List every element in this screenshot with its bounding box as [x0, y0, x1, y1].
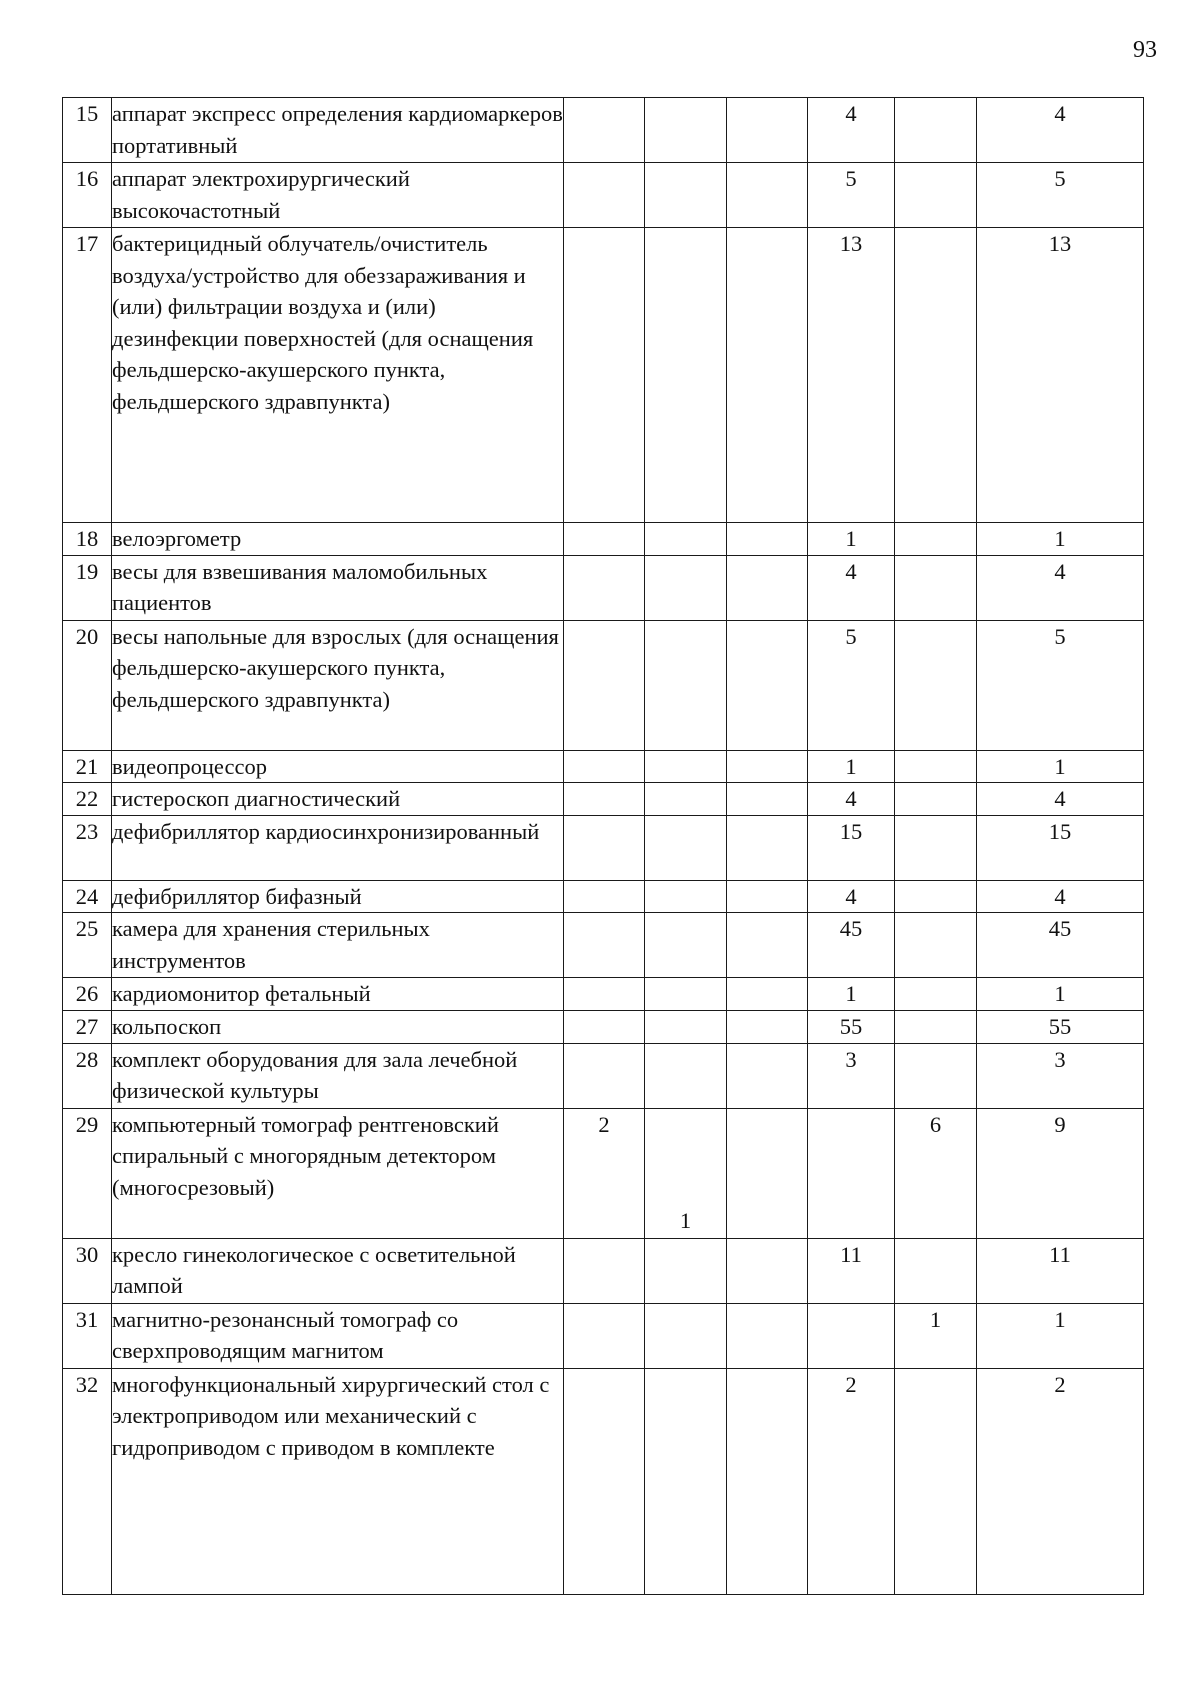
value-col-1-cell — [564, 1010, 645, 1043]
total-cell: 1 — [977, 1303, 1144, 1368]
total-cell: 5 — [977, 620, 1144, 750]
equipment-name-cell: весы напольные для взрослых (для оснащения фельдшерско-акушерского пункта, фельдшерского здравпункта) — [112, 620, 564, 750]
table-row — [63, 1368, 1144, 1594]
row-number-cell: 32 — [63, 1368, 112, 1594]
value-col-3-cell — [727, 978, 808, 1011]
value-col-3-cell — [727, 1368, 808, 1594]
row-number-cell: 18 — [63, 523, 112, 556]
row-number-cell: 24 — [63, 880, 112, 913]
value-col-4-cell: 15 — [808, 815, 895, 880]
value-col-2-text: 1 — [679, 1207, 692, 1233]
value-col-5-cell — [895, 163, 977, 228]
row-number-cell: 28 — [63, 1043, 112, 1108]
row-number-cell: 21 — [63, 750, 112, 783]
table-row — [63, 228, 1144, 523]
row-number-cell: 23 — [63, 815, 112, 880]
table-row — [63, 783, 1144, 816]
value-col-4-cell: 4 — [808, 783, 895, 816]
value-col-4-cell: 5 — [808, 163, 895, 228]
value-col-3-cell — [727, 913, 808, 978]
value-col-4-cell — [808, 1303, 895, 1368]
table-row — [63, 98, 1144, 163]
value-col-1-cell — [564, 523, 645, 556]
row-number-cell: 15 — [63, 98, 112, 163]
equipment-name-cell: камера для хранения стерильных инструментов — [112, 913, 564, 978]
total-cell: 1 — [977, 523, 1144, 556]
value-col-2-cell — [645, 523, 727, 556]
value-col-5-cell — [895, 555, 977, 620]
value-col-5-cell — [895, 783, 977, 816]
total-cell: 4 — [977, 783, 1144, 816]
row-number-cell: 20 — [63, 620, 112, 750]
table-row — [63, 523, 1144, 556]
value-col-2-cell — [645, 163, 727, 228]
equipment-name-cell: весы для взвешивания маломобильных пациентов — [112, 555, 564, 620]
equipment-table — [62, 97, 1144, 1595]
value-col-3-cell — [727, 163, 808, 228]
row-number-cell: 19 — [63, 555, 112, 620]
equipment-name-cell: видеопроцессор — [112, 750, 564, 783]
value-col-2-cell — [645, 880, 727, 913]
value-col-1-cell — [564, 750, 645, 783]
value-col-4-cell: 1 — [808, 750, 895, 783]
table-row — [63, 1108, 1144, 1238]
value-col-5-cell — [895, 523, 977, 556]
value-col-4-cell: 5 — [808, 620, 895, 750]
value-col-2-cell — [645, 1303, 727, 1368]
equipment-name-cell: дефибриллятор бифазный — [112, 880, 564, 913]
value-col-2-cell — [645, 1108, 727, 1238]
value-col-1-cell — [564, 783, 645, 816]
table-row — [63, 750, 1144, 783]
value-col-4-cell: 45 — [808, 913, 895, 978]
table-row — [63, 815, 1144, 880]
equipment-name-cell: кардиомонитор фетальный — [112, 978, 564, 1011]
value-col-4-cell: 4 — [808, 98, 895, 163]
value-col-1-cell — [564, 98, 645, 163]
table-row — [63, 1010, 1144, 1043]
equipment-name-cell: кольпоскоп — [112, 1010, 564, 1043]
value-col-3-cell — [727, 1010, 808, 1043]
table-row — [63, 555, 1144, 620]
value-col-3-cell — [727, 750, 808, 783]
value-col-2-cell — [645, 978, 727, 1011]
equipment-name-cell: магнитно-резонансный томограф со сверхпроводящим магнитом — [112, 1303, 564, 1368]
value-col-1-cell — [564, 913, 645, 978]
table-row — [63, 880, 1144, 913]
value-col-2-cell — [645, 555, 727, 620]
total-cell: 15 — [977, 815, 1144, 880]
value-col-1-cell — [564, 978, 645, 1011]
value-col-3-cell — [727, 1043, 808, 1108]
total-cell: 1 — [977, 750, 1144, 783]
value-col-2-cell — [645, 1010, 727, 1043]
total-cell: 3 — [977, 1043, 1144, 1108]
total-cell: 2 — [977, 1368, 1144, 1594]
value-col-5-cell — [895, 880, 977, 913]
total-cell: 13 — [977, 228, 1144, 523]
value-col-2-cell — [645, 913, 727, 978]
value-col-1-cell — [564, 1043, 645, 1108]
equipment-name-cell: бактерицидный облучатель/очиститель воздуха/устройство для обеззараживания и (или) фильтрации воздуха и (или) дезинфекции поверхностей (для оснащения фельдшерско-акушерского пункта, фельдшерского здравпункта) — [112, 228, 564, 523]
value-col-1-cell — [564, 228, 645, 523]
row-number-cell: 17 — [63, 228, 112, 523]
value-col-1-cell — [564, 1303, 645, 1368]
value-col-3-cell — [727, 98, 808, 163]
value-col-4-cell: 4 — [808, 880, 895, 913]
total-cell: 45 — [977, 913, 1144, 978]
equipment-name-cell: велоэргометр — [112, 523, 564, 556]
equipment-name-cell: аппарат электрохирургический высокочастотный — [112, 163, 564, 228]
equipment-name-cell: комплект оборудования для зала лечебной физической культуры — [112, 1043, 564, 1108]
total-cell: 5 — [977, 163, 1144, 228]
value-col-1-cell — [564, 163, 645, 228]
total-cell: 1 — [977, 978, 1144, 1011]
equipment-name-cell: аппарат экспресс определения кардиомаркеров портативный — [112, 98, 564, 163]
value-col-5-cell — [895, 815, 977, 880]
value-col-4-cell — [808, 1108, 895, 1238]
table-row — [63, 913, 1144, 978]
value-col-2-cell — [645, 1238, 727, 1303]
equipment-name-cell: кресло гинекологическое с осветительной лампой — [112, 1238, 564, 1303]
value-col-4-cell: 1 — [808, 523, 895, 556]
value-col-3-cell — [727, 228, 808, 523]
value-col-1-cell — [564, 815, 645, 880]
value-col-5-cell — [895, 228, 977, 523]
row-number-cell: 22 — [63, 783, 112, 816]
value-col-5-cell — [895, 750, 977, 783]
value-col-3-cell — [727, 555, 808, 620]
value-col-5-cell — [895, 913, 977, 978]
value-col-5-cell: 1 — [895, 1303, 977, 1368]
value-col-2-cell — [645, 750, 727, 783]
row-number-cell: 29 — [63, 1108, 112, 1238]
value-col-4-cell: 3 — [808, 1043, 895, 1108]
value-col-2-cell — [645, 98, 727, 163]
value-col-1-cell — [564, 1368, 645, 1594]
equipment-name-cell: гистероскоп диагностический — [112, 783, 564, 816]
value-col-4-cell: 1 — [808, 978, 895, 1011]
value-col-1-cell — [564, 880, 645, 913]
table-row — [63, 978, 1144, 1011]
total-cell: 4 — [977, 555, 1144, 620]
value-col-2-cell — [645, 815, 727, 880]
row-number-cell: 26 — [63, 978, 112, 1011]
value-col-3-cell — [727, 620, 808, 750]
value-col-3-cell — [727, 880, 808, 913]
value-col-4-cell: 2 — [808, 1368, 895, 1594]
row-number-cell: 30 — [63, 1238, 112, 1303]
value-col-5-cell — [895, 98, 977, 163]
value-col-2-cell — [645, 620, 727, 750]
table-row — [63, 1303, 1144, 1368]
value-col-4-cell: 55 — [808, 1010, 895, 1043]
value-col-4-cell: 13 — [808, 228, 895, 523]
row-number-cell: 25 — [63, 913, 112, 978]
table-row — [63, 163, 1144, 228]
table-row — [63, 1043, 1144, 1108]
value-col-5-cell: 6 — [895, 1108, 977, 1238]
value-col-5-cell — [895, 1368, 977, 1594]
row-number-cell: 31 — [63, 1303, 112, 1368]
equipment-name-cell: многофункциональный хирургический стол с электроприводом или механический с гидроприводом с приводом в комплекте — [112, 1368, 564, 1594]
value-col-1-cell — [564, 620, 645, 750]
equipment-name-cell: компьютерный томограф рентгеновский спиральный с многорядным детектором (многосрезовый) — [112, 1108, 564, 1238]
equipment-name-cell: дефибриллятор кардиосинхронизированный — [112, 815, 564, 880]
value-col-1-cell — [564, 1238, 645, 1303]
total-cell: 4 — [977, 880, 1144, 913]
value-col-1-cell — [564, 555, 645, 620]
value-col-4-cell: 11 — [808, 1238, 895, 1303]
value-col-5-cell — [895, 1043, 977, 1108]
value-col-5-cell — [895, 1010, 977, 1043]
page-number: 93 — [1133, 37, 1157, 63]
value-col-2-cell — [645, 783, 727, 816]
value-col-5-cell — [895, 978, 977, 1011]
value-col-4-cell: 4 — [808, 555, 895, 620]
row-number-cell: 27 — [63, 1010, 112, 1043]
value-col-1-cell: 2 — [564, 1108, 645, 1238]
value-col-3-cell — [727, 815, 808, 880]
table-row — [63, 1238, 1144, 1303]
total-cell: 55 — [977, 1010, 1144, 1043]
value-col-2-cell — [645, 1368, 727, 1594]
total-cell: 4 — [977, 98, 1144, 163]
value-col-3-cell — [727, 523, 808, 556]
value-col-5-cell — [895, 620, 977, 750]
total-cell: 11 — [977, 1238, 1144, 1303]
row-number-cell: 16 — [63, 163, 112, 228]
value-col-2-cell — [645, 228, 727, 523]
value-col-5-cell — [895, 1238, 977, 1303]
value-col-3-cell — [727, 1238, 808, 1303]
value-col-2-cell — [645, 1043, 727, 1108]
table-row — [63, 620, 1144, 750]
value-col-3-cell — [727, 1303, 808, 1368]
value-col-3-cell — [727, 783, 808, 816]
value-col-3-cell — [727, 1108, 808, 1238]
total-cell: 9 — [977, 1108, 1144, 1238]
